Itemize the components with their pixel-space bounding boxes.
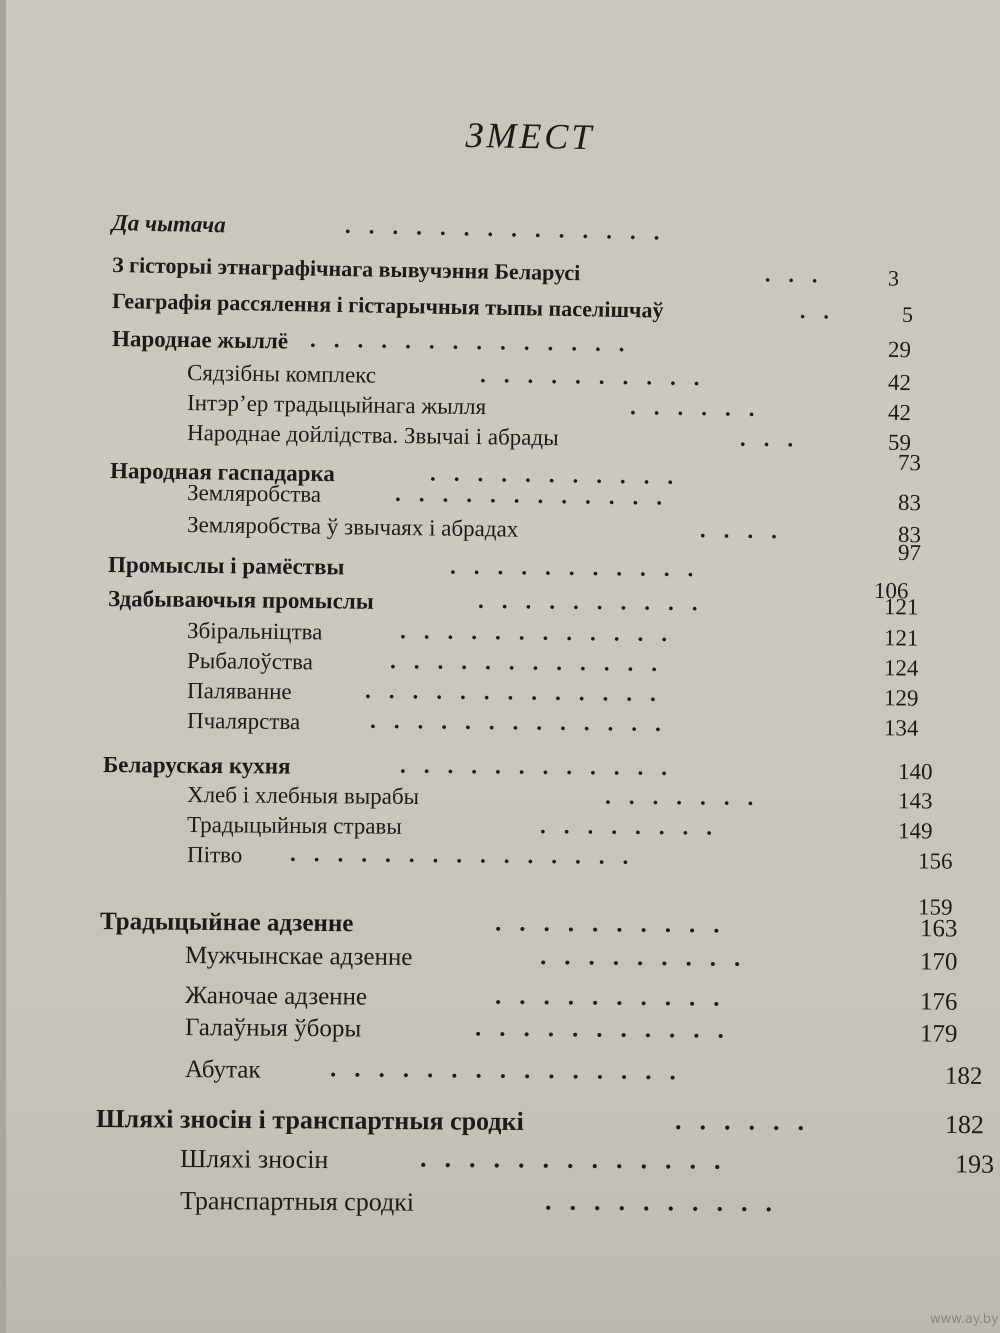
toc-page-number: 124	[883, 655, 919, 681]
toc-entry-title: Пчалярства	[186, 708, 301, 735]
toc-entry-title: Здабываючыя промыслы	[107, 586, 374, 614]
dot-leader: ..........	[479, 362, 718, 391]
toc-entry-title: Рыбалоўства	[186, 648, 314, 675]
toc-entry-title: Збіральніцтва	[186, 618, 323, 645]
toc-entry-title: Галаўныя ўборы	[184, 1014, 362, 1043]
toc-page-number: 5	[901, 301, 914, 327]
toc-entry	[187, 842, 1000, 883]
toc-page-number: 121	[883, 594, 919, 620]
toc-page-number: 129	[883, 685, 919, 711]
toc-entry-title: Шляхі зносін і транспартныя сродкі	[95, 1104, 524, 1136]
dot-leader: ............	[394, 480, 681, 510]
toc-entry-title: Земляробства ў звычаях і абрадах	[186, 512, 519, 542]
toc-page-number: 159	[917, 894, 953, 920]
toc-page-number: 182	[944, 1062, 983, 1090]
dot-leader: ......	[674, 1106, 823, 1137]
dot-leader: ..........	[477, 587, 716, 616]
toc-page-number: 170	[919, 948, 958, 976]
toc-page-number: 176	[919, 988, 958, 1016]
toc-entry-title: З гісторыі этнаграфічнага вывучэння Беларусі	[111, 252, 581, 286]
toc-entry-title: Транспартныя сродкі	[179, 1186, 415, 1217]
dot-leader: ..............	[309, 326, 643, 357]
toc-page-number: 134	[883, 715, 919, 741]
toc-entry-title: Інтэр’ер традыцыйнага жылля	[186, 390, 487, 420]
dot-leader: .............	[419, 1143, 739, 1175]
toc-entry-title: Народнае дойлідства. Звычаі і абрады	[186, 420, 559, 451]
toc-page-number: 29	[887, 336, 912, 363]
dot-leader: ......	[629, 394, 773, 422]
page-title: ЗМЕСТ	[465, 114, 595, 158]
dot-leader: ..........	[494, 982, 738, 1012]
toc-entry-title: Промыслы і рамёствы	[107, 552, 345, 580]
dot-leader: ........	[539, 813, 731, 840]
toc-page-number: 73	[897, 449, 922, 476]
toc-entry-title: Пітво	[186, 842, 243, 868]
toc-page-number: 182	[944, 1109, 985, 1140]
toc-page-number: 42	[887, 369, 912, 396]
toc-entry	[180, 1144, 1000, 1184]
dot-leader: ...............	[289, 840, 647, 870]
toc-page-number: 179	[919, 1020, 958, 1048]
toc-entry-title: Традыцыйнае адзенне	[99, 908, 354, 938]
toc-entry	[185, 1056, 1000, 1097]
toc-entry-title: Традыцыйныя стравы	[186, 812, 402, 839]
watermark: www.ay.by	[930, 1312, 999, 1327]
toc-entry-title: Да чытача	[111, 210, 226, 238]
dot-leader: ..........	[544, 1186, 791, 1218]
toc-entry-title: Паляванне	[186, 678, 292, 705]
toc-page-number: 42	[887, 399, 912, 426]
toc-page-number: 83	[897, 489, 922, 516]
dot-leader: .............	[364, 677, 674, 707]
dot-leader: ..........	[494, 909, 738, 939]
toc-entry	[180, 1186, 1000, 1226]
toc-page-number: 193	[954, 1149, 995, 1179]
toc-page-number: 3	[887, 265, 900, 291]
toc-page-number: 121	[883, 625, 919, 651]
toc-entry-title: Земляробства	[186, 480, 322, 507]
toc-page-number: 83	[897, 521, 922, 548]
toc-entry-title: Сядзібны комплекс	[186, 360, 377, 388]
toc-page-number: 149	[897, 818, 933, 844]
dot-leader: ............	[389, 648, 676, 677]
toc-entry	[187, 708, 1000, 751]
toc-entry-title: Геаграфія рассялення і гістарычныя тыпы паселішчаў	[111, 288, 664, 323]
dot-leader: .............	[369, 707, 679, 737]
toc-page-number: 143	[897, 788, 933, 814]
toc-entry-title: Народнае жыллё	[111, 326, 289, 354]
dot-leader: .......	[604, 783, 772, 811]
toc-page-number: 59	[887, 429, 912, 456]
toc-entry-title: Абутак	[184, 1056, 261, 1084]
dot-leader: ............	[399, 618, 686, 647]
toc-entry-title: Хлеб і хлебныя вырабы	[186, 782, 420, 810]
dot-leader: .........	[539, 943, 759, 973]
dot-leader: ....	[699, 517, 796, 544]
dot-leader: ...............	[329, 1055, 694, 1086]
toc-page-number: 156	[917, 848, 953, 874]
dot-leader: ...........	[474, 1014, 742, 1044]
toc-entry	[185, 1014, 1000, 1055]
dot-leader: ..	[799, 298, 848, 324]
dot-leader: ..............	[344, 212, 678, 245]
toc-entry-title: Народная гаспадарка	[109, 458, 336, 487]
dot-leader: ...	[764, 261, 836, 288]
dot-leader: ...........	[429, 460, 692, 490]
toc-entry-title: Беларуская кухня	[102, 752, 291, 779]
toc-page-number: 97	[897, 539, 922, 566]
dot-leader: ............	[399, 752, 686, 781]
toc-entry-title: Жаночае адзенне	[184, 982, 368, 1011]
toc-entry	[96, 1104, 1000, 1144]
toc-entry-title: Мужчынскае адзенне	[184, 942, 413, 971]
toc-page-number: 140	[897, 758, 933, 785]
dot-leader: ...	[739, 425, 812, 452]
toc-entry	[185, 942, 1000, 983]
toc-page-number: 163	[919, 915, 958, 943]
toc-page-number: 106	[873, 578, 909, 604]
toc-entry-title: Шляхі зносін	[179, 1144, 329, 1175]
dot-leader: ...........	[449, 553, 712, 582]
